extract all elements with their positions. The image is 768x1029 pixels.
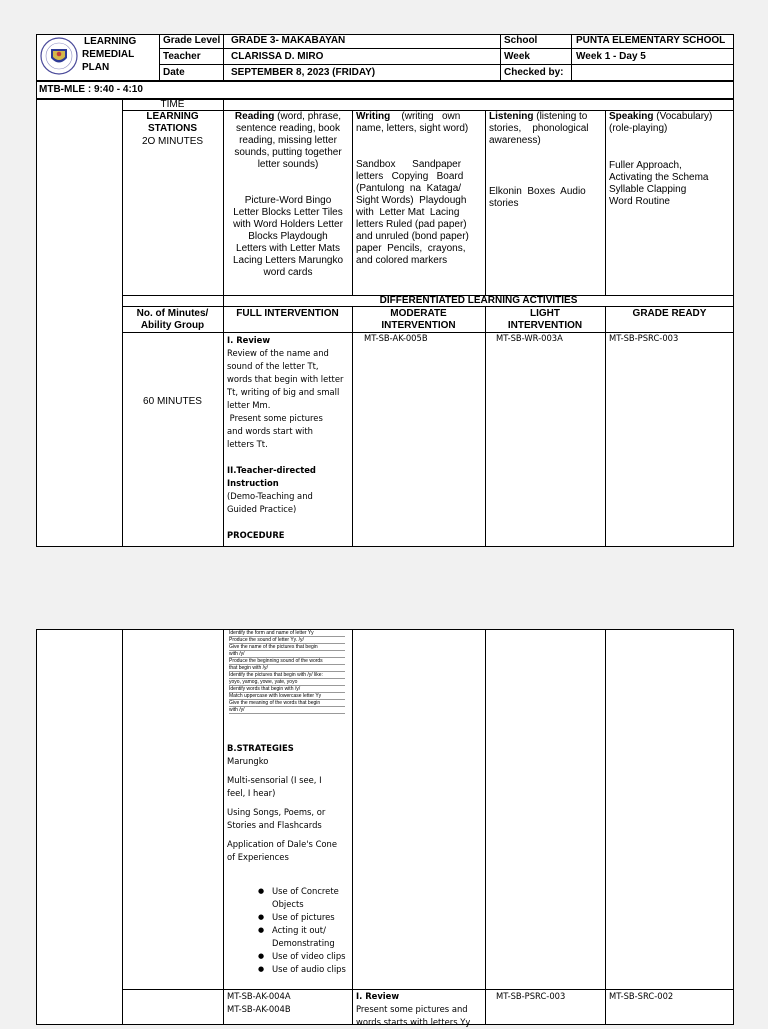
checked-by-label: Checked by: (504, 67, 564, 78)
intervention-minutes: 60 MINUTES (143, 396, 202, 407)
date-value: SEPTEMBER 8, 2023 (FRIDAY) (231, 67, 376, 78)
strategy-line: Marungko (227, 756, 269, 766)
light-code: MT-SB-WR-003A (496, 333, 563, 343)
full-intervention-line (227, 516, 351, 529)
full-intervention-line: sound of the letter Tt, (227, 361, 319, 371)
deped-seal-icon (39, 36, 79, 76)
teacher-value: CLARISSA D. MIRO (231, 51, 324, 62)
dale-cone-item-text: Objects (272, 899, 304, 909)
full-intervention-line: PROCEDURE (227, 530, 285, 540)
reading-materials: Picture-Word Bingo Letter Blocks Letter Tiles with Word Holders Letter Blocks Playdough Letters with Letter Mats Lacing Letters Marungko word cards (232, 195, 344, 278)
full-intervention-line: Tt, writing of big and small (227, 387, 340, 397)
row2-moderate-line-1: Present some pictures and (356, 1004, 468, 1014)
full-intervention-line (227, 451, 351, 464)
procedure-step: Identify the pictures that begin with /y/ like: (229, 672, 345, 679)
moderate-code: MT-SB-AK-005B (364, 333, 428, 343)
listening-materials: Elkonin Boxes Audio stories (489, 186, 586, 209)
dale-cone-item-text: Demonstrating (272, 938, 335, 948)
strategy-line: of Experiences (227, 852, 289, 862)
procedure-step: Match uppercase with lowercase letter Yy (229, 693, 345, 700)
strategies-title: B.STRATEGIES (227, 743, 294, 753)
dale-cone-item-text: ● Use of video clips (272, 951, 346, 961)
teacher-label: Teacher (163, 51, 201, 62)
full-intervention-line: letter Mm. (227, 400, 271, 410)
dale-cone-item-text: ● Use of audio clips (272, 964, 346, 974)
procedure-step: with /y/ (229, 707, 345, 714)
full-intervention-line: Review of the name and (227, 348, 329, 358)
writing-materials: Sandbox Sandpaper letters Copying Board (Pantulong na Kataga/ Sight Words) Playdough with Letter Mat Lacing letters Ruled (pad paper) and unruled (bond paper) paper Pencils, crayons, and colored markers (356, 159, 469, 266)
stations-minutes: 2O MINUTES (141, 136, 204, 147)
plan-title-line3: PLAN (82, 62, 110, 73)
plan-page-1 (36, 34, 734, 547)
row2-moderate-title: I. Review (356, 991, 400, 1001)
full-intervention-line: and words start with (227, 426, 313, 436)
procedure-step: Give the meaning of the words that begin (229, 700, 345, 707)
strategy-line: Stories and Flashcards (227, 820, 322, 830)
grade-ready-header: GRADE READY (632, 308, 707, 319)
procedure-step: with /y/ (229, 651, 345, 658)
time-header: TIME (160, 99, 185, 110)
light-header-1: LIGHT (530, 308, 560, 319)
grade-ready-code: MT-SB-PSRC-003 (609, 333, 679, 343)
procedure-step: Identify the form and name of letter Yy (229, 630, 345, 637)
light-header-2: INTERVENTION (507, 320, 583, 331)
procedure-step: Produce the beginning sound of the words (229, 658, 345, 665)
speaking-station: Speaking (Vocabulary) (role-playing) (609, 111, 713, 134)
dale-cone-item (272, 963, 350, 976)
full-intervention-line: I. Review (227, 335, 271, 345)
full-intervention-line: II.Teacher-directed (227, 465, 316, 475)
full-intervention-header: FULL INTERVENTION (236, 308, 339, 319)
school-value: PUNTA ELEMENTARY SCHOOL (576, 35, 726, 46)
dale-cone-item-text: ● Use of Concrete (272, 886, 339, 896)
row2-full-code-2: MT-SB-AK-004B (227, 1004, 291, 1014)
differentiated-title: DIFFERENTIATED LEARNING ACTIVITIES (379, 295, 578, 306)
dale-cone-item (272, 885, 350, 911)
strategy-line: Using Songs, Poems, or (227, 807, 326, 817)
reading-station: Reading (word, phrase, sentence reading, book reading, missing letter sounds, putting together letter sounds) (234, 111, 342, 170)
full-intervention-content (227, 334, 351, 542)
procedure-step: yoyo, yamog, yowe, yate, yoyo (229, 679, 345, 686)
listening-station: Listening (listening to stories, phonological awareness) (489, 111, 589, 146)
full-intervention-line: Guided Practice) (227, 504, 297, 514)
speaking-materials: Fuller Approach, Activating the Schema Syllable Clapping Word Routine (609, 160, 709, 207)
procedure-steps (229, 630, 345, 714)
full-intervention-line: letters Tt. (227, 439, 268, 449)
procedure-step: that begin with /y/ (229, 665, 345, 672)
plan-title-line1: LEARNING (84, 36, 137, 47)
grade-level-label: Grade Level (163, 35, 221, 46)
row2-light-code: MT-SB-PSRC-003 (496, 991, 566, 1001)
full-intervention-line: (Demo-Teaching and (227, 491, 313, 501)
minutes-col-header-1: No. of Minutes/ (136, 308, 209, 319)
strategies-list (227, 755, 351, 864)
date-label: Date (163, 67, 185, 78)
learning-label: LEARNING (146, 111, 199, 122)
week-label: Week (504, 51, 530, 62)
stations-label: STATIONS (147, 123, 198, 134)
full-intervention-line: Instruction (227, 478, 279, 488)
strategy-line: Application of Dale's Cone (227, 839, 338, 849)
full-intervention-line: Present some pictures (227, 413, 323, 423)
dale-cone-item (272, 911, 350, 924)
writing-title: Writing (356, 111, 391, 122)
moderate-header-1: MODERATE (390, 308, 447, 319)
strategy-line: Multi-sensorial (I see, I (227, 775, 322, 785)
plan-page-2 (36, 629, 734, 1027)
dale-cone-item-text: ● Acting it out/ (272, 925, 326, 935)
dale-cone-bullets (250, 885, 350, 976)
dale-cone-item-text: ● Use of pictures (272, 912, 335, 922)
strategy-line: feel, I hear) (227, 788, 276, 798)
dale-cone-item (272, 924, 350, 950)
school-label: School (504, 35, 538, 46)
speaking-title: Speaking (609, 111, 654, 122)
procedure-step: Produce the sound of letter Yy. /y/ (229, 637, 345, 644)
row2-moderate-line-2: words starts with letters Yy (356, 1017, 471, 1027)
row2-full-code-1: MT-SB-AK-004A (227, 991, 291, 1001)
full-intervention-line: words that begin with letter (227, 374, 344, 384)
procedure-step: Give the name of the pictures that begin (229, 644, 345, 651)
writing-station: Writing (writing own name, letters, sight word) (356, 111, 469, 134)
moderate-header-2: INTERVENTION (381, 320, 456, 331)
procedure-step: Identify words that begin with /y/ (229, 686, 345, 693)
grade-level-value: GRADE 3- MAKABAYAN (231, 35, 346, 46)
dale-cone-item (272, 950, 350, 963)
plan-title-line2: REMEDIAL (82, 49, 135, 60)
row2-grade-code: MT-SB-SRC-002 (609, 991, 674, 1001)
minutes-col-header-2: Ability Group (140, 320, 205, 331)
week-value: Week 1 - Day 5 (576, 51, 646, 62)
listening-title: Listening (489, 111, 534, 122)
continued-table (36, 629, 734, 1025)
reading-title: Reading (234, 111, 275, 122)
subject-time: MTB-MLE : 9:40 - 4:10 (39, 84, 143, 95)
